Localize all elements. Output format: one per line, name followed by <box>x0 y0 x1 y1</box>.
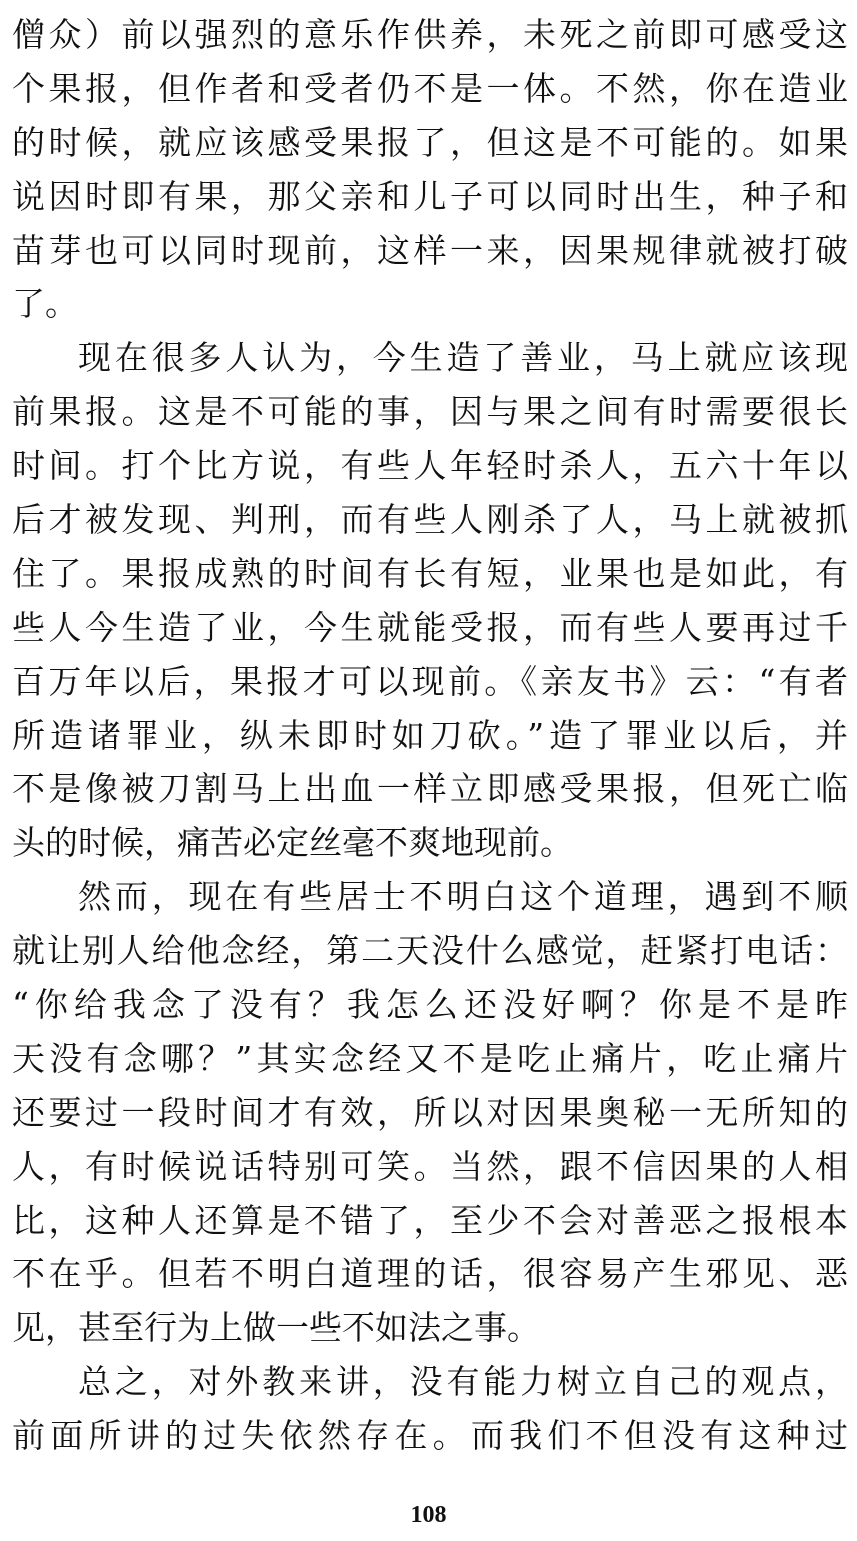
text-line: 个果报，但作者和受者仍不是一体。不然，你在造业 <box>12 68 848 108</box>
text-line: 苗芽也可以同时现前，这样一来，因果规律就被打破 <box>12 230 848 270</box>
text-line: “你给我念了没有？我怎么还没好啊？你是不是昨 <box>12 985 848 1025</box>
text-line: 些人今生造了业，今生就能受报，而有些人要再过千 <box>12 607 848 647</box>
text-line: 头的时候，痛苦必定丝毫不爽地现前。 <box>12 823 573 863</box>
text-line: 百万年以后，果报才可以现前。《亲友书》云：“有者 <box>12 661 848 701</box>
text-line: 住了。果报成熟的时间有长有短，业果也是如此，有 <box>12 553 848 593</box>
text-line: 比，这种人还算是不错了，至少不会对善恶之报根本 <box>12 1200 848 1240</box>
paragraph-first-line: 现在很多人认为，今生造了善业，马上就应该现 <box>78 338 848 378</box>
text-line: 了。 <box>12 284 78 324</box>
text-line: 前面所讲的过失依然存在。而我们不但没有这种过 <box>12 1416 848 1456</box>
text-line: 前果报。这是不可能的事，因与果之间有时需要很长 <box>12 392 848 432</box>
text-line: 所造诸罪业，纵未即时如刀砍。”造了罪业以后，并 <box>12 715 848 755</box>
text-line: 不在乎。但若不明白道理的话，很容易产生邪见、恶 <box>12 1254 848 1294</box>
text-line: 还要过一段时间才有效，所以对因果奥秘一无所知的 <box>12 1092 848 1132</box>
text-line: 见，甚至行为上做一些不如法之事。 <box>12 1308 540 1348</box>
paragraph-first-line: 然而，现在有些居士不明白这个道理，遇到不顺 <box>78 877 848 917</box>
text-line: 后才被发现、判刑，而有些人刚杀了人，马上就被抓 <box>12 500 848 540</box>
text-line: 天没有念哪？”其实念经又不是吃止痛片，吃止痛片 <box>12 1038 848 1078</box>
text-body <box>12 8 848 1463</box>
text-line: 人，有时候说话特别可笑。当然，跟不信因果的人相 <box>12 1146 848 1186</box>
paragraph-first-line: 总之，对外教来讲，没有能力树立自己的观点， <box>78 1362 848 1402</box>
text-line: 就让别人给他念经，第二天没什么感觉，赶紧打电话： <box>12 931 848 971</box>
text-line: 说因时即有果，那父亲和儿子可以同时出生，种子和 <box>12 176 848 216</box>
text-line: 僧众）前以强烈的意乐作供养，未死之前即可感受这 <box>12 15 848 54</box>
page-number: 108 <box>410 1502 447 1528</box>
text-line: 时间。打个比方说，有些人年轻时杀人，五六十年以 <box>12 446 848 486</box>
text-line: 不是像被刀割马上出血一样立即感受果报，但死亡临 <box>12 769 848 809</box>
text-line: 的时候，就应该感受果报了，但这是不可能的。如果 <box>12 122 848 162</box>
